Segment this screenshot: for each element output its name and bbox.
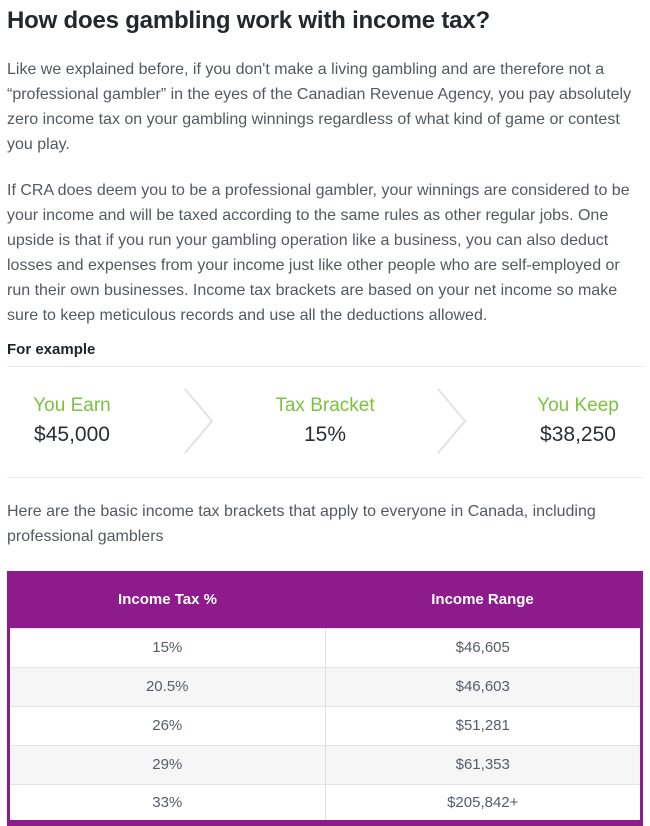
- example-step-you-keep: [513, 394, 643, 449]
- example-heading: For example: [7, 341, 643, 367]
- income-range-cell: $205,842+: [325, 784, 642, 823]
- table-body: [9, 628, 642, 823]
- column-header-income-range: Income Range: [325, 571, 642, 628]
- chevron-right-icon: [434, 383, 470, 459]
- step-label: You Earn: [33, 394, 111, 416]
- table-row: [9, 667, 642, 706]
- tax-rate-cell: 33%: [9, 784, 326, 823]
- step-label: You Keep: [537, 394, 619, 416]
- step-value: $38,250: [540, 423, 616, 447]
- column-header-income-tax: Income Tax %: [9, 571, 326, 628]
- income-range-cell: $61,353: [325, 745, 642, 784]
- table-row: [9, 745, 642, 784]
- tax-rate-cell: 20.5%: [9, 667, 326, 706]
- example-step-you-earn: [7, 394, 137, 449]
- table-header-row: [9, 571, 642, 628]
- income-range-cell: $46,605: [325, 628, 642, 667]
- example-flow: [7, 367, 643, 478]
- intro-paragraph-2: If CRA does deem you to be a professional gambler, your winnings are considered to be your income and will be taxed according to the same rules as other regular jobs. One upside is that if you run your gambling operation like a business, you can also deduct losses and expenses from your income just like other people who are self-employed or run their own businesses. Income tax brackets are based on your net income so make sure to keep meticulous records and use all the deductions allowed.: [7, 182, 630, 324]
- step-label: Tax Bracket: [275, 394, 375, 416]
- tax-rate-cell: 26%: [9, 706, 326, 745]
- tax-rate-cell: 29%: [9, 745, 326, 784]
- income-tax-brackets-table: [7, 571, 643, 826]
- chevron-right-icon: [181, 383, 217, 459]
- table-row: [9, 706, 642, 745]
- step-value: 15%: [303, 423, 347, 447]
- page-title: How does gambling work with income tax?: [7, 7, 490, 34]
- table-intro: Here are the basic income tax brackets that apply to everyone in Canada, including professional gamblers: [7, 503, 596, 545]
- intro-paragraph-1: Like we explained before, if you don't make a living gambling and are therefore not a “professional gambler” in the eyes of the Canadian Revenue Agency, you pay absolutely zero income tax on your gambling winnings regardless of what kind of game or contest you play.: [7, 61, 632, 153]
- example-step-tax-bracket: [260, 394, 390, 449]
- income-range-cell: $46,603: [325, 667, 642, 706]
- step-value: $45,000: [34, 423, 110, 447]
- income-range-cell: $51,281: [325, 706, 642, 745]
- table-header: [9, 571, 642, 628]
- tax-rate-cell: 15%: [9, 628, 326, 667]
- table-row: [9, 628, 642, 667]
- table-row: [9, 784, 642, 823]
